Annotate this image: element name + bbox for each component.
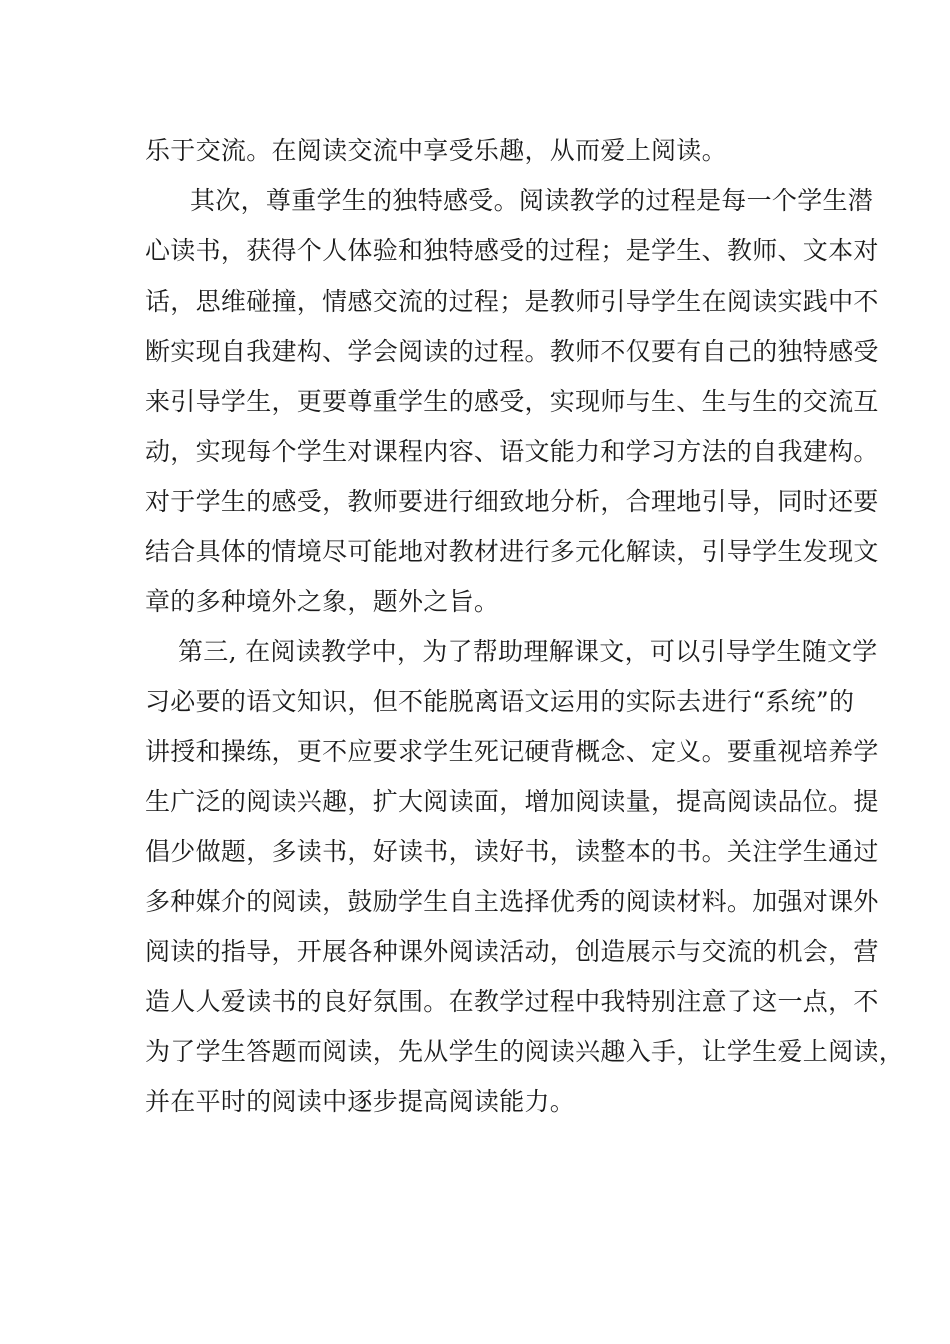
paragraph-2-line-2: 心读书，获得个人体验和独特感受的过程；是学生、教师、文本对 <box>145 236 879 265</box>
paragraph-3-line-7: 阅读的指导，开展各种课外阅读活动，创造展示与交流的机会，营 <box>145 937 879 966</box>
paragraph-3-line-1: 第三, 在阅读教学中，为了帮助理解课文，可以引导学生随文学 <box>178 637 878 666</box>
paragraph-3-line-4: 生广泛的阅读兴趣，扩大阅读面，增加阅读量，提高阅读品位。提 <box>145 787 879 816</box>
paragraph-2-line-3: 话，思维碰撞，情感交流的过程；是教师引导学生在阅读实践中不 <box>145 287 879 316</box>
paragraph-2-line-5: 来引导学生，更要尊重学生的感受，实现师与生、生与生的交流互 <box>145 387 879 416</box>
paragraph-3-line-9: 为了学生答题而阅读，先从学生的阅读兴趣入手，让学生爱上阅读， <box>145 1037 905 1066</box>
paragraph-1-line-1: 乐于交流。在阅读交流中享受乐趣，从而爱上阅读。 <box>145 136 727 165</box>
paragraph-2-line-7: 对于学生的感受，教师要进行细致地分析，合理地引导，同时还要 <box>145 487 879 516</box>
paragraph-3-line-8: 造人人爱读书的良好氛围。在教学过程中我特别注意了这一点，不 <box>145 987 879 1016</box>
paragraph-3-line-5: 倡少做题，多读书，好读书，读好书，读整本的书。关注学生通过 <box>145 837 879 866</box>
paragraph-3-line-6: 多种媒介的阅读，鼓励学生自主选择优秀的阅读材料。加强对课外 <box>145 887 879 916</box>
paragraph-2-line-6: 动，实现每个学生对课程内容、语文能力和学习方法的自我建构。 <box>145 437 879 466</box>
paragraph-3-line-3: 讲授和操练，更不应要求学生死记硬背概念、定义。要重视培养学 <box>145 737 879 766</box>
paragraph-3-line-10: 并在平时的阅读中逐步提高阅读能力。 <box>145 1087 576 1116</box>
paragraph-3-line-2: 习必要的语文知识，但不能脱离语文运用的实际去进行“系统”的 <box>145 687 855 716</box>
paragraph-2-line-9: 章的多种境外之象，题外之旨。 <box>145 587 500 616</box>
paragraph-2-line-8: 结合具体的情境尽可能地对教材进行多元化解读，引导学生发现文 <box>145 537 879 566</box>
paragraph-2-line-1: 其次，尊重学生的独特感受。阅读教学的过程是每一个学生潜 <box>190 186 874 215</box>
paragraph-2-line-4: 断实现自我建构、学会阅读的过程。教师不仅要有自己的独特感受 <box>145 337 879 366</box>
